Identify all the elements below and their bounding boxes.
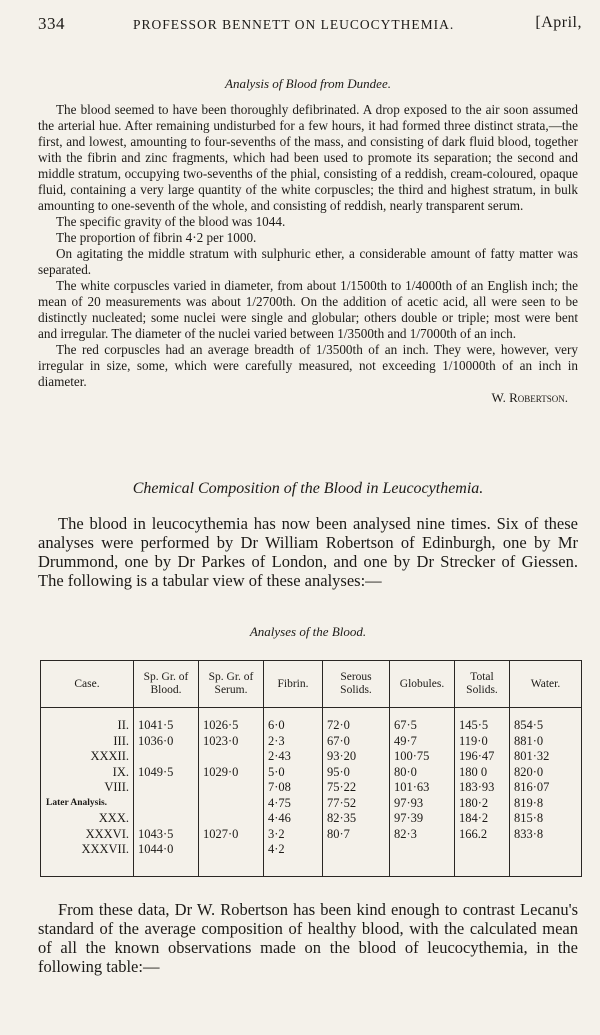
cell [455, 842, 510, 876]
cell [199, 749, 264, 765]
paragraph: The white corpuscles varied in diameter, from about 1/1500th to 1/4000th of an English inch; the mean of 20 measurements was about 1/2700th. On the addition of acetic acid, all were seen to be distinctly nucleated; some nuclei were single and globular; others double or triple; most were bent and irregular. The diameter of the nuclei varied between 1/3500th and 1/7000th of an inch. [38, 278, 578, 341]
cell: 67·5 [390, 708, 455, 734]
cell: 833·8 [510, 827, 582, 843]
cell: 819·8 [510, 796, 582, 812]
cell [199, 811, 264, 827]
cell-case: XXXVII. [41, 842, 134, 876]
col-fibrin: Fibrin. [264, 661, 323, 708]
paragraph: The blood seemed to have been thoroughly defibrinated. A drop exposed to the air soon assumed the arterial hue. After remaining undisturbed for a few hours, it had formed three distinct strata,—the first, and lowest, amounting to four-sevenths of the mass, and consisting of dark fluid blood, together with the fibrin and zinc fragments, which had been used to promote its separation; the second and middle stratum, occupying two-sevenths of the phial, consisting of a reddish, cream-coloured, opaque fluid, containing a very large quantity of the white corpuscles; the third and highest stratum, in bulk amounting to one-seventh of the whole, and consisting of reddish, nearly transparent serum. [38, 102, 578, 213]
cell: 100·75 [390, 749, 455, 765]
cell: 184·2 [455, 811, 510, 827]
cell [134, 749, 199, 765]
cell: 97·39 [390, 811, 455, 827]
dundee-analysis-text [38, 102, 578, 406]
cell: 4·75 [264, 796, 323, 812]
table-row [41, 749, 582, 765]
paragraph: The red corpuscles had an average breadth of 1/3500th of an inch. They were, however, very irregular in size, some, which were carefully measured, not exceeding 1/10000th of an inch in diameter. [38, 342, 578, 389]
analyses-table [40, 660, 582, 877]
cell: 854·5 [510, 708, 582, 734]
cell: 1026·5 [199, 708, 264, 734]
chemical-composition-text [38, 514, 578, 590]
closing-text [38, 900, 578, 976]
col-globules: Globules. [390, 661, 455, 708]
cell-case: III. [41, 734, 134, 750]
cell [134, 780, 199, 796]
cell-case: XXXVI. [41, 827, 134, 843]
table-row [41, 734, 582, 750]
cell: 95·0 [323, 765, 390, 781]
table-row [41, 827, 582, 843]
cell: 119·0 [455, 734, 510, 750]
cell: 183·93 [455, 780, 510, 796]
cell: 4·46 [264, 811, 323, 827]
cell: 82·3 [390, 827, 455, 843]
paragraph: The specific gravity of the blood was 1044. [56, 214, 286, 229]
cell: 820·0 [510, 765, 582, 781]
cell-case: II. [41, 708, 134, 734]
cell: 49·7 [390, 734, 455, 750]
cell: 1027·0 [199, 827, 264, 843]
table-row [41, 796, 582, 812]
cell: 5·0 [264, 765, 323, 781]
table-header-row [41, 661, 582, 708]
cell: 101·63 [390, 780, 455, 796]
cell: 1044·0 [134, 842, 199, 876]
col-sp-gr-serum: Sp. Gr. of Serum. [199, 661, 264, 708]
table-title: Analyses of the Blood. [249, 624, 367, 639]
cell: 7·08 [264, 780, 323, 796]
cell: 196·47 [455, 749, 510, 765]
cell: 1036·0 [134, 734, 199, 750]
cell: 1043·5 [134, 827, 199, 843]
cell: 80·7 [323, 827, 390, 843]
cell [390, 842, 455, 876]
cell: 4·2 [264, 842, 323, 876]
table-row [41, 842, 582, 876]
cell: 1023·0 [199, 734, 264, 750]
cell [199, 780, 264, 796]
cell: 75·22 [323, 780, 390, 796]
running-title: PROFESSOR BENNETT ON LEUCOCYTHEMIA. [133, 17, 455, 32]
cell: 77·52 [323, 796, 390, 812]
cell [134, 796, 199, 812]
cell: 1049·5 [134, 765, 199, 781]
cell-case: Later Analysis. [41, 796, 134, 812]
cell: 72·0 [323, 708, 390, 734]
table-row [41, 811, 582, 827]
cell [323, 842, 390, 876]
cell: 815·8 [510, 811, 582, 827]
cell: 82·35 [323, 811, 390, 827]
cell: 67·0 [323, 734, 390, 750]
cell [134, 811, 199, 827]
cell: 2·3 [264, 734, 323, 750]
cell-case: XXXII. [41, 749, 134, 765]
cell: 1041·5 [134, 708, 199, 734]
cell [199, 842, 264, 876]
cell: 97·93 [390, 796, 455, 812]
col-case: Case. [41, 661, 134, 708]
cell: 145·5 [455, 708, 510, 734]
cell-case: XXX. [41, 811, 134, 827]
cell: 180·2 [455, 796, 510, 812]
col-sp-gr-blood: Sp. Gr. of Blood. [134, 661, 199, 708]
cell: 3·2 [264, 827, 323, 843]
cell: 2·43 [264, 749, 323, 765]
paragraph: From these data, Dr W. Robertson has been kind enough to contrast Lecanu's standard of the average composition of healthy blood, with the calculated mean of all the known observations made on the blood of leucocythemia, in the following table:— [38, 900, 578, 976]
cell: 6·0 [264, 708, 323, 734]
paragraph: On agitating the middle stratum with sulphuric ether, a considerable amount of fatty matter was separated. [38, 246, 578, 277]
cell-case: IX. [41, 765, 134, 781]
cell: 93·20 [323, 749, 390, 765]
cell [510, 842, 582, 876]
page-number: 334 [38, 14, 65, 33]
table-row [41, 780, 582, 796]
paragraph: The blood in leucocythemia has now been analysed nine times. Six of these analyses were performed by Dr William Robertson of Edinburgh, one by Mr Drummond, one by Dr Parkes of London, and one by Dr Strecker of Giessen. The following is a tabular view of these analyses:— [38, 514, 578, 590]
cell: 816·07 [510, 780, 582, 796]
cell: 80·0 [390, 765, 455, 781]
running-month: [April, [535, 14, 582, 31]
section-title-analysis-dundee: Analysis of Blood from Dundee. [225, 76, 391, 91]
table-row [41, 708, 582, 734]
cell: 180 0 [455, 765, 510, 781]
cell: 1029·0 [199, 765, 264, 781]
table-row [41, 765, 582, 781]
cell: 881·0 [510, 734, 582, 750]
col-serous-solids: Serous Solids. [323, 661, 390, 708]
col-water: Water. [510, 661, 582, 708]
cell [199, 796, 264, 812]
signature: W. Robertson. [491, 390, 568, 405]
paragraph: The proportion of fibrin 4·2 per 1000. [56, 230, 257, 245]
cell: 801·32 [510, 749, 582, 765]
section-title-chemical-composition: Chemical Composition of the Blood in Leucocythemia. [132, 480, 484, 497]
cell-case: VIII. [41, 780, 134, 796]
cell: 166.2 [455, 827, 510, 843]
col-total-solids: Total Solids. [455, 661, 510, 708]
